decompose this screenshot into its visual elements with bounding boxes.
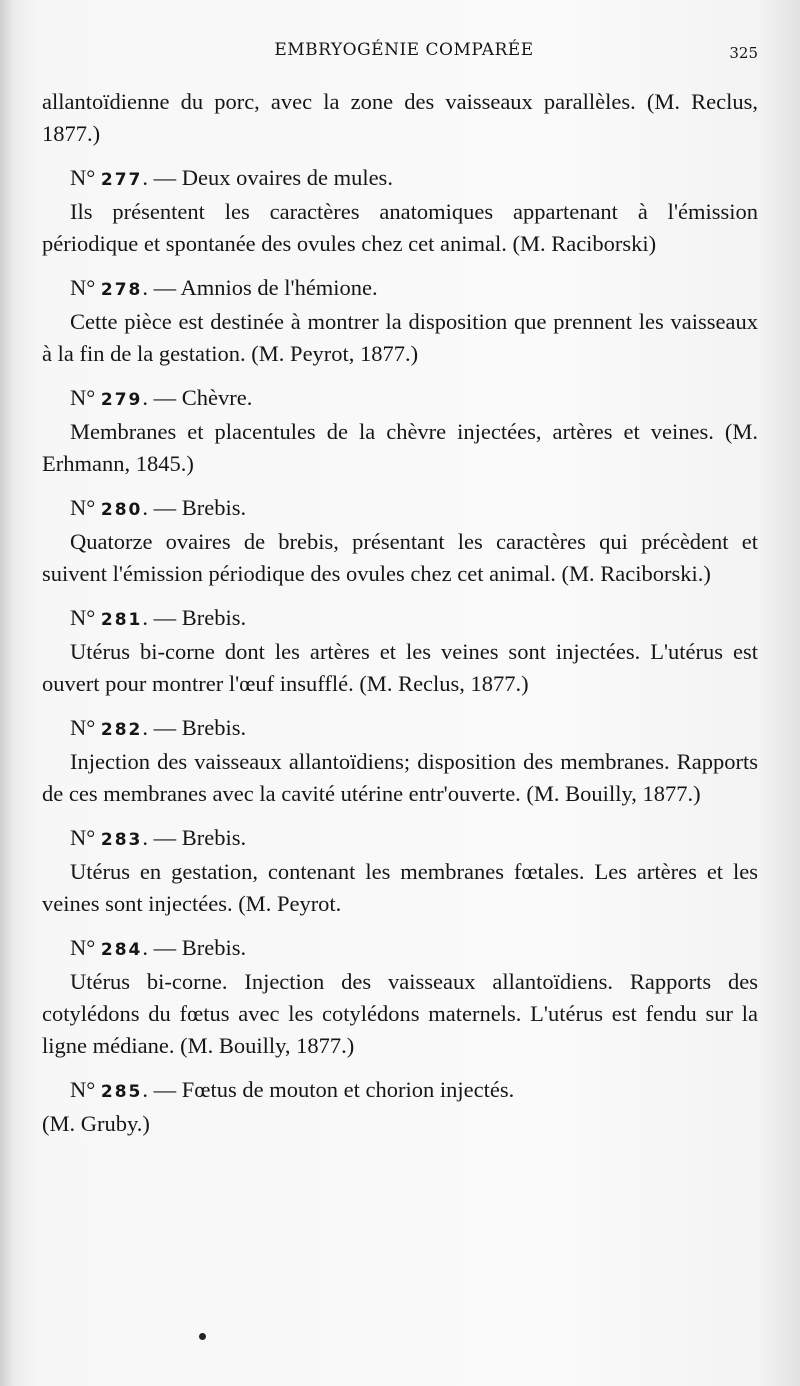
dash: —: [153, 715, 177, 740]
no-prefix: N°: [70, 385, 96, 410]
entry-heading-279: N° 279. — Chèvre.: [70, 385, 253, 410]
entry-heading-284: N° 284. — Brebis.: [70, 935, 247, 960]
entry-description-281: Utérus bi-corne dont les artères et les veines sont injectées. L'utérus est ouvert pour montrer l'œuf insufflé. (M. Reclus, 1877.): [42, 639, 758, 696]
entry-heading-282: N° 282. — Brebis.: [70, 715, 247, 740]
entry-description-278: Cette pièce est destinée à montrer la disposition que prennent les vaisseaux à la fin de la gestation. (M. Peyrot, 1877.): [42, 309, 758, 366]
dash: —: [153, 1077, 177, 1102]
running-title: EMBRYOGÉNIE COMPARÉE: [274, 40, 534, 60]
dash: —: [153, 935, 177, 960]
no-prefix: N°: [70, 495, 96, 520]
entry-title: Brebis.: [181, 715, 247, 740]
entry-title: Chèvre.: [181, 385, 253, 410]
entry-title: Amnios de l'hémione.: [180, 275, 378, 300]
no-prefix: N°: [70, 935, 96, 960]
entry-heading-278: N° 278. — Amnios de l'hémione.: [70, 275, 378, 300]
page-body: [42, 86, 758, 1140]
entry-title: Brebis.: [181, 825, 247, 850]
entry-number: 284: [100, 940, 143, 960]
no-prefix: N°: [70, 605, 96, 630]
page-number: 325: [729, 44, 758, 62]
entry-number: 278: [100, 280, 143, 300]
entry-title: Fœtus de mouton et chorion injectés.: [181, 1077, 515, 1102]
no-prefix: N°: [70, 275, 96, 300]
no-prefix: N°: [70, 165, 96, 190]
entry-heading-281: N° 281. — Brebis.: [70, 605, 247, 630]
continuation-paragraph: allantoïdienne du porc, avec la zone des vaisseaux parallèles. (M. Reclus, 1877.): [42, 89, 758, 146]
entry-heading-285: N° 285. — Fœtus de mouton et chorion injectés.: [70, 1077, 515, 1102]
entry-description-277: Ils présentent les caractères anatomiques appartenant à l'émission périodique et spontanée des ovules chez cet animal. (M. Raciborski): [42, 199, 758, 256]
dash: —: [153, 385, 177, 410]
entry-heading-280: N° 280. — Brebis.: [70, 495, 247, 520]
entry-description-282: Injection des vaisseaux allantoïdiens; disposition des membranes. Rapports de ces membranes avec la cavité utérine entr'ouverte. (M. Bouilly, 1877.): [42, 749, 758, 806]
entry-description-285: (M. Gruby.): [42, 1111, 150, 1136]
entry-title: Brebis.: [181, 605, 247, 630]
entry-number: 277: [100, 170, 143, 190]
entry-heading-283: N° 283. — Brebis.: [70, 825, 247, 850]
entry-number: 282: [100, 720, 143, 740]
entry-description-284: Utérus bi-corne. Injection des vaisseaux allantoïdiens. Rapports des cotylédons du fœtus avec les cotylédons maternels. L'utérus est fendu sur la ligne médiane. (M. Bouilly, 1877.): [42, 969, 758, 1058]
no-prefix: N°: [70, 715, 96, 740]
dash: —: [153, 605, 177, 630]
no-prefix: N°: [70, 1077, 96, 1102]
page-header: [50, 40, 758, 66]
entry-title: Brebis.: [181, 495, 247, 520]
dash: —: [153, 165, 177, 190]
entry-number: 279: [100, 390, 143, 410]
dash: —: [153, 275, 177, 300]
dash: —: [153, 825, 177, 850]
entry-number: 281: [100, 610, 143, 630]
entry-heading-277: N° 277. — Deux ovaires de mules.: [70, 165, 393, 190]
entry-title: Brebis.: [181, 935, 247, 960]
entry-number: 283: [100, 830, 143, 850]
entry-description-283: Utérus en gestation, contenant les membranes fœtales. Les artères et les veines sont injectées. (M. Peyrot.: [42, 859, 758, 916]
ink-dot: [199, 1333, 206, 1340]
entry-title: Deux ovaires de mules.: [181, 165, 393, 190]
entry-description-279: Membranes et placentules de la chèvre injectées, artères et veines. (M. Erhmann, 1845.): [42, 419, 758, 476]
no-prefix: N°: [70, 825, 96, 850]
entry-number: 280: [100, 500, 143, 520]
entry-number: 285: [100, 1082, 143, 1102]
dash: —: [153, 495, 177, 520]
entry-description-280: Quatorze ovaires de brebis, présentant les caractères qui précèdent et suivent l'émission périodique des ovules chez cet animal. (M. Raciborski.): [42, 529, 758, 586]
